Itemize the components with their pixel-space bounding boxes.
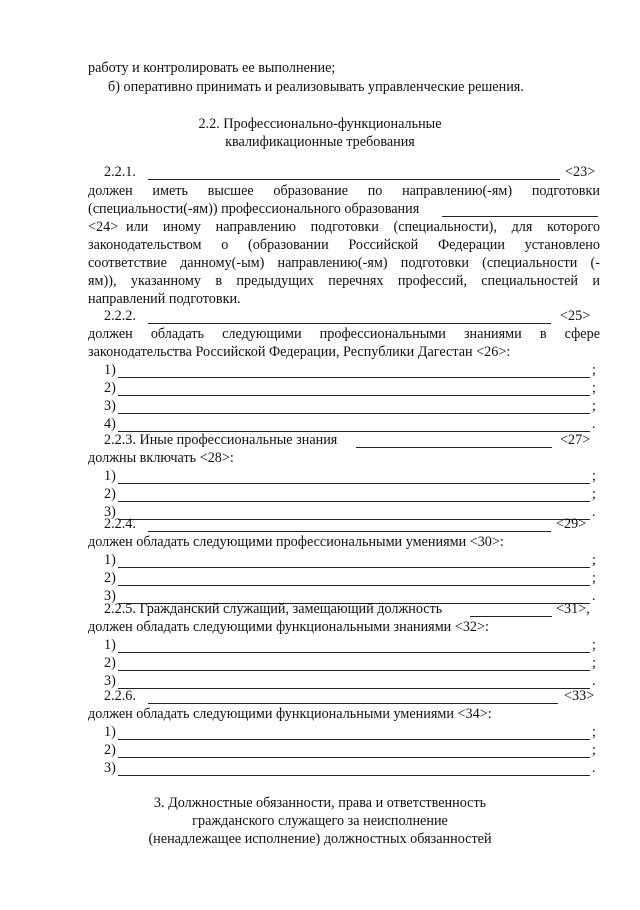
p221-line-5: соответствие данному(-ым) направлению(-ям) подготовки (специальности (- bbox=[88, 255, 600, 271]
p226-item-2-label: 2) bbox=[104, 742, 116, 758]
p225-item-1-punct: ; bbox=[592, 637, 596, 653]
p226-ref: <33> bbox=[564, 688, 595, 704]
p221-line-4: законодательством о (образовании Российской Федерации установлено bbox=[88, 237, 600, 253]
p225-line-1: должен обладать следующими функциональными знаниями <32>: bbox=[88, 619, 489, 635]
p222-item-1-punct: ; bbox=[592, 362, 596, 378]
p222-item-3-punct: ; bbox=[592, 398, 596, 414]
p225-item-3-punct: . bbox=[592, 673, 596, 689]
p224-item-2-punct: ; bbox=[592, 570, 596, 586]
p223-ref: <27> bbox=[560, 432, 591, 448]
p222-item-3-label: 3) bbox=[104, 398, 116, 414]
p225-blank bbox=[470, 602, 552, 617]
p222-item-2-punct: ; bbox=[592, 380, 596, 396]
p225-item-3-label: 3) bbox=[104, 673, 116, 689]
section-2-2-title-line-2: квалификационные требования bbox=[225, 134, 415, 150]
p224-item-2-blank bbox=[118, 571, 590, 586]
p222-item-1-label: 1) bbox=[104, 362, 116, 378]
p221-ref: <23> bbox=[565, 164, 596, 180]
p225-item-2-punct: ; bbox=[592, 655, 596, 671]
p222-blank bbox=[148, 309, 551, 324]
p223-item-2-punct: ; bbox=[592, 486, 596, 502]
p223-item-2-label: 2) bbox=[104, 486, 116, 502]
p223-blank bbox=[356, 433, 552, 448]
p223-item-1-punct: ; bbox=[592, 468, 596, 484]
p225-label: 2.2.5. Гражданский служащий, замещающий должность bbox=[104, 601, 443, 617]
p222-item-1-blank bbox=[118, 363, 590, 378]
p224-line-1: должен обладать следующими профессиональными умениями <30>: bbox=[88, 534, 504, 550]
section-3-title-line-3: (ненадлежащее исполнение) должностных обязанностей bbox=[148, 831, 492, 847]
p225-item-1-blank bbox=[118, 638, 590, 653]
p225-item-3-blank bbox=[118, 674, 590, 689]
p224-item-1-label: 1) bbox=[104, 552, 116, 568]
p221-number: 2.2.1. bbox=[104, 164, 136, 180]
p226-number: 2.2.6. bbox=[104, 688, 136, 704]
p223-item-3-label: 3) bbox=[104, 504, 116, 520]
section-3-title-line-1: 3. Должностные обязанности, права и ответственность bbox=[153, 795, 487, 811]
section-3-title-line-2: гражданского служащего за неисполнение bbox=[192, 813, 448, 829]
p221-line-1: должен иметь высшее образование по направлению(-ям) подготовки bbox=[88, 183, 600, 199]
p226-item-3-blank bbox=[118, 761, 590, 776]
p226-item-2-punct: ; bbox=[592, 742, 596, 758]
p221-line-7: направлений подготовки. bbox=[88, 291, 241, 307]
p226-item-1-blank bbox=[118, 725, 590, 740]
p224-ref: <29> bbox=[556, 516, 587, 532]
p225-ref: <31>, bbox=[556, 601, 590, 617]
p223-line-1: должны включать <28>: bbox=[88, 450, 234, 466]
p224-item-3-punct: . bbox=[592, 588, 596, 604]
p222-item-2-blank bbox=[118, 381, 590, 396]
section-2-2-title-line-1: 2.2. Профессионально-функциональные bbox=[198, 116, 442, 132]
p224-item-1-blank bbox=[118, 553, 590, 568]
intro-line-2: б) оперативно принимать и реализовывать управленческие решения. bbox=[108, 79, 524, 95]
p223-label: 2.2.3. Иные профессиональные знания bbox=[104, 432, 338, 448]
p224-blank bbox=[148, 517, 551, 532]
p223-item-1-blank bbox=[118, 469, 590, 484]
p224-item-3-label: 3) bbox=[104, 588, 116, 604]
p221-blank bbox=[148, 165, 560, 180]
intro-line-1: работу и контролировать ее выполнение; bbox=[88, 60, 336, 76]
p221-line-6: ям)), указанному в предыдущих перечнях профессий, специальностей и bbox=[88, 273, 600, 289]
p225-item-1-label: 1) bbox=[104, 637, 116, 653]
p226-item-1-punct: ; bbox=[592, 724, 596, 740]
p226-item-3-punct: . bbox=[592, 760, 596, 776]
p225-item-2-blank bbox=[118, 656, 590, 671]
p222-number: 2.2.2. bbox=[104, 308, 136, 324]
p222-item-4-punct: . bbox=[592, 416, 596, 432]
p223-item-1-label: 1) bbox=[104, 468, 116, 484]
p222-ref: <25> bbox=[560, 308, 591, 324]
p222-item-3-blank bbox=[118, 399, 590, 414]
p225-item-2-label: 2) bbox=[104, 655, 116, 671]
p226-item-1-label: 1) bbox=[104, 724, 116, 740]
p223-item-2-blank bbox=[118, 487, 590, 502]
p222-line-2: законодательства Российской Федерации, Республики Дагестан <26>: bbox=[88, 344, 511, 360]
p222-line-1: должен обладать следующими профессиональными знаниями в сфере bbox=[88, 326, 600, 342]
p224-item-1-punct: ; bbox=[592, 552, 596, 568]
p224-number: 2.2.4. bbox=[104, 516, 136, 532]
p222-item-2-label: 2) bbox=[104, 380, 116, 396]
p222-item-4-label: 4) bbox=[104, 416, 116, 432]
p226-item-3-label: 3) bbox=[104, 760, 116, 776]
p221-line-3-ref: <24> bbox=[88, 219, 119, 235]
p221-blank-2 bbox=[442, 202, 598, 217]
p222-item-4-blank bbox=[118, 417, 590, 432]
p226-item-2-blank bbox=[118, 743, 590, 758]
p223-item-3-punct: . bbox=[592, 504, 596, 520]
p226-line-1: должен обладать следующими функциональными умениями <34>: bbox=[88, 706, 492, 722]
p221-line-3: или иному направлению подготовки (специальности), для которого bbox=[126, 219, 600, 235]
p221-line-2: (специальности(-ям)) профессионального образования bbox=[88, 201, 420, 217]
p226-blank bbox=[148, 689, 558, 704]
p224-item-2-label: 2) bbox=[104, 570, 116, 586]
